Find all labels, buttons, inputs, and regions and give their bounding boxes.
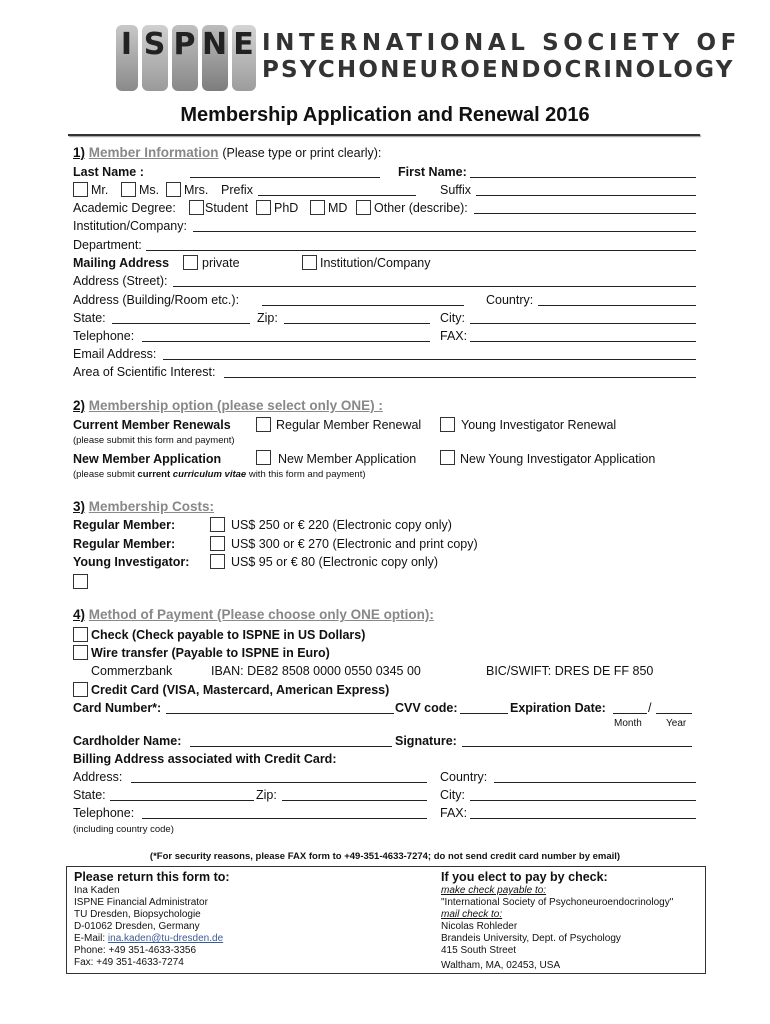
return-fax: Fax: +49 351-4633-7274 bbox=[74, 957, 184, 968]
other-checkbox[interactable] bbox=[356, 200, 371, 215]
department-label: Department: bbox=[73, 238, 142, 252]
expiration-label: Expiration Date: bbox=[510, 701, 606, 715]
check-checkbox[interactable] bbox=[73, 627, 88, 642]
address-street-label: Address (Street): bbox=[73, 274, 168, 288]
suffix-field[interactable] bbox=[476, 184, 696, 196]
check-label: Check (Check payable to ISPNE in US Dollars) bbox=[91, 628, 366, 642]
first-name-field[interactable] bbox=[470, 166, 696, 178]
mrs-label: Mrs. bbox=[184, 183, 209, 197]
return-line: TU Dresden, Biopsychologie bbox=[74, 909, 201, 920]
cost-text: US$ 250 or € 220 (Electronic copy only) bbox=[231, 518, 452, 532]
payable-name: "International Society of Psychoneuroendocrinology" bbox=[441, 897, 674, 908]
country-label: Country: bbox=[486, 293, 534, 307]
logo-block-s bbox=[142, 25, 168, 91]
expiration-year-field[interactable] bbox=[656, 702, 692, 714]
cost-label: Regular Member: bbox=[73, 518, 176, 532]
logo-line-1: INTERNATIONAL SOCIETY OF bbox=[262, 30, 741, 56]
billing-fax-label: FAX: bbox=[440, 806, 468, 820]
young-renewal-checkbox[interactable] bbox=[440, 417, 455, 432]
country-code-note: (including country code) bbox=[73, 824, 174, 835]
address-street-field[interactable] bbox=[173, 275, 696, 287]
card-number-label: Card Number*: bbox=[73, 701, 162, 715]
page-title: Membership Application and Renewal 2016 bbox=[180, 104, 590, 126]
zip-field[interactable] bbox=[284, 312, 430, 324]
institution-company-label: Institution/Company bbox=[320, 256, 431, 270]
return-phone: Phone: +49 351-4633-3356 bbox=[74, 945, 197, 956]
md-label: MD bbox=[328, 201, 348, 215]
phd-checkbox[interactable] bbox=[256, 200, 271, 215]
section-title: Membership Costs: bbox=[88, 499, 215, 514]
suffix-label: Suffix bbox=[440, 183, 472, 197]
section-number: 3) bbox=[73, 499, 86, 514]
section-number: 4) bbox=[73, 607, 86, 622]
year-caption: Year bbox=[666, 718, 687, 729]
zip-label: Zip: bbox=[257, 311, 278, 325]
wire-checkbox[interactable] bbox=[73, 645, 88, 660]
cardholder-label: Cardholder Name: bbox=[73, 734, 182, 748]
department-field[interactable] bbox=[146, 239, 696, 251]
cost-label: Young Investigator: bbox=[73, 555, 190, 569]
section1-heading bbox=[73, 145, 381, 160]
state-label: State: bbox=[73, 311, 106, 325]
signature-label: Signature: bbox=[395, 734, 457, 748]
section-title: Method of Payment (Please choose only ONE option): bbox=[88, 607, 434, 622]
new-member-label: New Member Application bbox=[278, 452, 417, 466]
prefix-field[interactable] bbox=[258, 184, 416, 196]
mr-label: Mr. bbox=[91, 183, 109, 197]
security-note: (*For security reasons, please FAX form to +49-351-4633-7274; do not send credit card number by email) bbox=[149, 851, 621, 862]
billing-telephone-field[interactable] bbox=[142, 807, 427, 819]
bank-name: Commerzbank bbox=[91, 664, 173, 678]
city-field[interactable] bbox=[470, 312, 696, 324]
section4-heading bbox=[73, 607, 434, 622]
email-field[interactable] bbox=[163, 348, 696, 360]
new-note bbox=[73, 469, 366, 480]
email-link[interactable]: ina.kaden@tu-dresden.de bbox=[107, 933, 224, 944]
billing-city-label: City: bbox=[440, 788, 465, 802]
logo-block-i bbox=[116, 25, 138, 91]
billing-label: Billing Address associated with Credit Card: bbox=[73, 752, 337, 766]
section-note: (Please type or print clearly): bbox=[222, 146, 382, 160]
logo-line-2: PSYCHONEUROENDOCRINOLOGY bbox=[262, 57, 735, 83]
regular-renewal-checkbox[interactable] bbox=[256, 417, 271, 432]
cost-text: US$ 95 or € 80 (Electronic copy only) bbox=[231, 555, 439, 569]
area-field[interactable] bbox=[224, 366, 696, 378]
billing-city-field[interactable] bbox=[470, 789, 696, 801]
first-name-label: First Name: bbox=[398, 165, 467, 179]
section3-heading bbox=[73, 499, 214, 514]
check-instructions bbox=[441, 870, 673, 972]
iban: IBAN: DE82 8508 0000 0550 0345 00 bbox=[211, 664, 421, 678]
academic-degree-label: Academic Degree: bbox=[73, 201, 176, 215]
cardholder-field[interactable] bbox=[190, 735, 392, 747]
expiration-month-field[interactable] bbox=[613, 702, 647, 714]
section2-heading bbox=[73, 398, 383, 413]
mail-line: Brandeis University, Dept. of Psychology bbox=[441, 933, 621, 944]
last-name-field[interactable] bbox=[190, 166, 380, 178]
cost-checkbox[interactable] bbox=[210, 536, 225, 551]
return-email-line bbox=[74, 933, 230, 945]
cost-checkbox[interactable] bbox=[210, 554, 225, 569]
logo-block-p bbox=[172, 25, 198, 91]
return-line: ISPNE Financial Administrator bbox=[74, 897, 208, 908]
ms-label: Ms. bbox=[139, 183, 160, 197]
email-label: Email Address: bbox=[73, 347, 157, 361]
address-building-field[interactable] bbox=[262, 294, 464, 306]
cost-text: US$ 300 or € 270 (Electronic and print copy) bbox=[231, 537, 478, 551]
ms-checkbox[interactable] bbox=[121, 182, 136, 197]
renewal-note: (please submit this form and payment) bbox=[73, 435, 235, 446]
billing-zip-label: Zip: bbox=[256, 788, 277, 802]
mail-line: 415 South Street bbox=[441, 945, 517, 956]
last-name-label: Last Name : bbox=[73, 165, 144, 179]
mail-label: mail check to: bbox=[441, 909, 503, 920]
billing-state-label: State: bbox=[73, 788, 106, 802]
billing-zip-field[interactable] bbox=[282, 789, 427, 801]
mail-city: Waltham, MA, 02453, USA bbox=[441, 960, 561, 971]
fax-label: FAX: bbox=[440, 329, 468, 343]
return-address bbox=[74, 870, 230, 969]
new-note-part: (please submit bbox=[73, 469, 135, 480]
institution-label: Institution/Company: bbox=[73, 219, 187, 233]
new-member-checkbox[interactable] bbox=[256, 450, 271, 465]
section-number: 1) bbox=[73, 145, 86, 160]
payable-label: make check payable to: bbox=[441, 885, 547, 896]
month-caption: Month bbox=[614, 718, 642, 729]
cvv-label: CVV code: bbox=[395, 701, 458, 715]
area-label: Area of Scientific Interest: bbox=[73, 365, 216, 379]
cost-label: Regular Member: bbox=[73, 537, 176, 551]
city-label: City: bbox=[440, 311, 465, 325]
billing-fax-field[interactable] bbox=[470, 807, 696, 819]
new-application-label: New Member Application bbox=[73, 452, 222, 466]
logo-letter: E bbox=[233, 27, 255, 62]
wire-label: Wire transfer (Payable to ISPNE in Euro) bbox=[91, 646, 330, 660]
return-line: D-01062 Dresden, Germany bbox=[74, 921, 200, 932]
return-title: Please return this form to: bbox=[74, 870, 230, 884]
fax-field[interactable] bbox=[470, 330, 696, 342]
current-renewals-label: Current Member Renewals bbox=[73, 418, 231, 432]
signature-field[interactable] bbox=[462, 735, 692, 747]
regular-renewal-label: Regular Member Renewal bbox=[276, 418, 422, 432]
billing-telephone-label: Telephone: bbox=[73, 806, 135, 820]
return-line: Ina Kaden bbox=[74, 885, 120, 896]
section-number: 2) bbox=[73, 398, 86, 413]
student-checkbox[interactable] bbox=[189, 200, 204, 215]
prefix-label: Prefix bbox=[221, 183, 253, 197]
institution-field[interactable] bbox=[193, 220, 696, 232]
logo-block-n bbox=[202, 25, 228, 91]
new-note-cv: curriculum vitae bbox=[172, 469, 247, 480]
billing-country-label: Country: bbox=[440, 770, 488, 784]
return-box bbox=[66, 866, 706, 974]
logo-letter: N bbox=[202, 27, 228, 62]
logo-block-e bbox=[232, 25, 256, 91]
billing-state-field[interactable] bbox=[110, 789, 254, 801]
credit-card-checkbox[interactable] bbox=[73, 682, 88, 697]
other-label: Other (describe): bbox=[374, 201, 468, 215]
section-title: Member Information bbox=[88, 145, 219, 160]
expiration-slash: / bbox=[648, 701, 652, 715]
other-field[interactable] bbox=[474, 202, 696, 214]
email-label: E-Mail: bbox=[74, 933, 106, 944]
mrs-checkbox[interactable] bbox=[166, 182, 181, 197]
billing-address-label: Address: bbox=[73, 770, 123, 784]
logo-letter: I bbox=[120, 27, 134, 62]
new-young-checkbox[interactable] bbox=[440, 450, 455, 465]
new-note-part: with this form and payment) bbox=[248, 469, 366, 480]
telephone-field[interactable] bbox=[142, 330, 430, 342]
credit-card-label: Credit Card (VISA, Mastercard, American Express) bbox=[91, 683, 390, 697]
new-young-label: New Young Investigator Application bbox=[460, 452, 656, 466]
new-note-current: current bbox=[137, 469, 171, 480]
title-rule bbox=[68, 134, 700, 136]
card-number-field[interactable] bbox=[166, 702, 394, 714]
private-checkbox[interactable] bbox=[183, 255, 198, 270]
young-renewal-label: Young Investigator Renewal bbox=[461, 418, 617, 432]
section-title: Membership option (please select only ONE) : bbox=[88, 398, 383, 413]
extra-checkbox[interactable] bbox=[73, 574, 88, 589]
billing-address-field[interactable] bbox=[131, 771, 427, 783]
mailing-address-label: Mailing Address bbox=[73, 256, 170, 270]
institution-company-checkbox[interactable] bbox=[302, 255, 317, 270]
md-checkbox[interactable] bbox=[310, 200, 325, 215]
logo-letter: P bbox=[173, 27, 197, 62]
phd-label: PhD bbox=[274, 201, 299, 215]
private-label: private bbox=[202, 256, 240, 270]
cvv-field[interactable] bbox=[460, 702, 508, 714]
country-field[interactable] bbox=[538, 294, 696, 306]
state-field[interactable] bbox=[112, 312, 250, 324]
telephone-label: Telephone: bbox=[73, 329, 135, 343]
bic: BIC/SWIFT: DRES DE FF 850 bbox=[486, 664, 654, 678]
student-label: Student bbox=[205, 201, 249, 215]
logo-letter: S bbox=[143, 27, 167, 62]
mail-line: Nicolas Rohleder bbox=[441, 921, 518, 932]
check-title: If you elect to pay by check: bbox=[441, 870, 608, 884]
billing-country-field[interactable] bbox=[494, 771, 696, 783]
cost-checkbox[interactable] bbox=[210, 517, 225, 532]
mr-checkbox[interactable] bbox=[73, 182, 88, 197]
address-building-label: Address (Building/Room etc.): bbox=[73, 293, 240, 307]
